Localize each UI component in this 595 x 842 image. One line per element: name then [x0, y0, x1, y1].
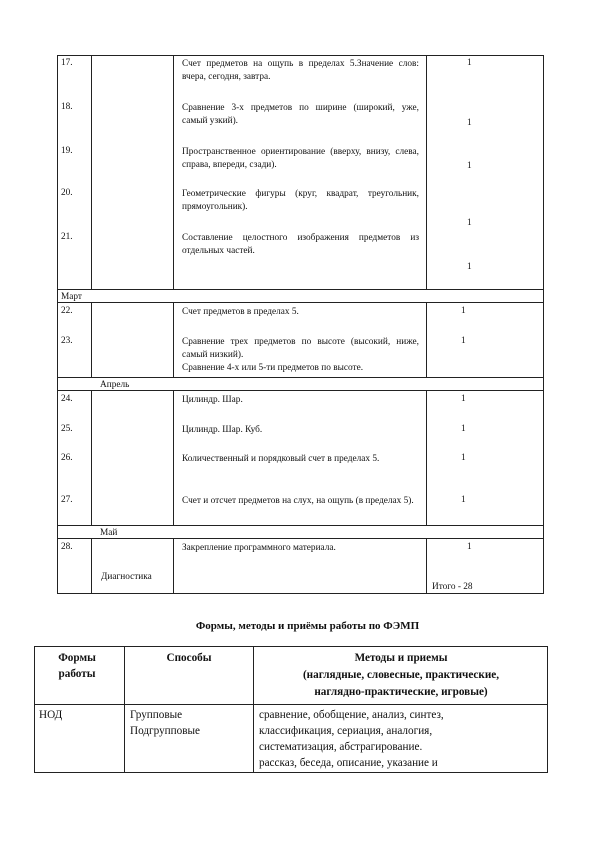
row-number: 28. — [61, 542, 73, 552]
topic-cell: Сравнение трех предметов по высоте (высокий, ниже, самый низкий). — [182, 337, 419, 360]
header-methods-sub: (наглядные, словесные, практические, — [302, 669, 500, 681]
row-number: 26. — [61, 453, 73, 463]
header-forms: Формы работы — [58, 652, 96, 680]
header-methods-sub: наглядно-практические, игровые) — [314, 686, 488, 698]
topic-cell-extra: Сравнение 4-х или 5-ти предметов по высоте. — [182, 363, 364, 373]
hours-cell: 1 — [467, 542, 472, 552]
row-number: 24. — [61, 394, 73, 404]
hours-cell: 1 — [467, 58, 472, 68]
hours-cell: 1 — [461, 306, 466, 316]
header-ways: Способы — [166, 652, 212, 664]
row-number: 19. — [61, 146, 73, 156]
topic-cell: Количественный и порядковый счет в пределах 5. — [182, 454, 380, 464]
hours-cell: 1 — [461, 394, 466, 404]
row-number: 22. — [61, 306, 73, 316]
topic-cell: Геометрические фигуры (круг, квадрат, треугольник, прямоугольник). — [182, 189, 419, 212]
method-line: рассказ, беседа, описание, указание и — [259, 757, 438, 769]
topic-cell: Счет предметов в пределах 5. — [182, 307, 299, 317]
method-line: классификация, сериация, аналогия, — [259, 725, 433, 737]
method-line: систематизация, абстрагирование. — [259, 741, 423, 753]
topic-cell: Сравнение 3-х предметов по ширине (широкий, уже, самый узкий). — [182, 103, 419, 126]
row-number: 18. — [61, 102, 73, 112]
hours-cell: 1 — [461, 336, 466, 346]
topic-cell: Счет предметов на ощупь в пределах 5.Значение слов: вчера, сегодня, завтра. — [182, 59, 419, 82]
topic-cell: Закрепление программного материала. — [182, 543, 336, 553]
hours-cell: 1 — [461, 453, 466, 463]
hours-cell: 1 — [467, 218, 472, 228]
form-cell: НОД — [39, 709, 63, 721]
way-cell: Подгрупповые — [130, 725, 201, 737]
row-number: 17. — [61, 58, 73, 68]
row-number: 25. — [61, 424, 73, 434]
topic-cell: Цилиндр. Шар. — [182, 395, 243, 405]
month-april: Апрель — [100, 380, 130, 390]
topic-cell: Пространственное ориентирование (вверху, внизу, слева, справа, впереди, сзади). — [182, 147, 419, 170]
header-methods: Методы и приемы — [354, 652, 448, 664]
section-title: Формы, методы и приёмы работы по ФЭМП — [195, 620, 420, 632]
month-march: Март — [61, 292, 82, 302]
total-label: Итого - 28 — [432, 582, 473, 592]
hours-cell: 1 — [467, 161, 472, 171]
row-number: 23. — [61, 336, 73, 346]
topic-cell: Счет и отсчет предметов на слух, на ощупь (в пределах 5). — [182, 496, 414, 506]
way-cell: Групповые — [130, 709, 183, 721]
hours-cell: 1 — [467, 118, 472, 128]
row-number: 20. — [61, 188, 73, 198]
month-may: Май — [100, 528, 118, 538]
topic-cell: Цилиндр. Шар. Куб. — [182, 425, 263, 435]
hours-cell: 1 — [461, 495, 466, 505]
hours-cell: 1 — [461, 424, 466, 434]
topic-cell: Составление целостного изображения предметов из отдельных частей. — [182, 233, 419, 256]
diagnostics-label: Диагностика — [101, 572, 152, 582]
row-number: 27. — [61, 495, 73, 505]
row-number: 21. — [61, 232, 73, 242]
method-line: сравнение, обобщение, анализ, синтез, — [259, 709, 444, 721]
hours-cell: 1 — [467, 262, 472, 272]
